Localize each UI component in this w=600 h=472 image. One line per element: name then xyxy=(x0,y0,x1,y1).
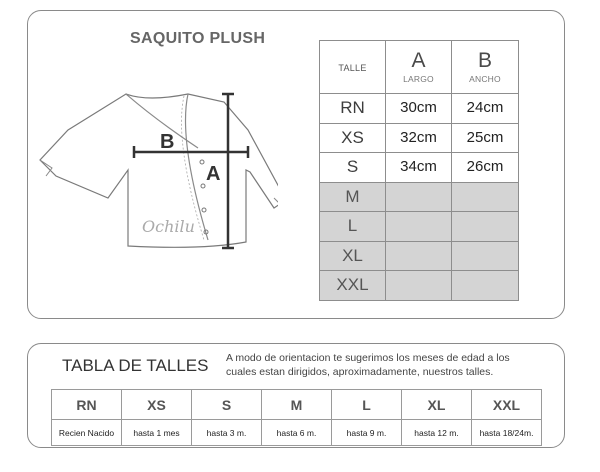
brand-logo: Ochilu xyxy=(142,217,195,236)
row-ancho: 25cm xyxy=(466,128,504,146)
header-ancho: ANCHO xyxy=(469,74,501,84)
row-ancho: 26cm xyxy=(466,158,504,176)
size-cell: RN xyxy=(52,390,122,420)
size-cell: S xyxy=(192,390,262,420)
size-chart-title: TABLA DE TALLES xyxy=(62,356,209,375)
label-a: A xyxy=(206,163,221,185)
label-b: B xyxy=(160,131,175,153)
size-cell: XL xyxy=(402,390,472,420)
row-largo: 32cm xyxy=(400,128,437,146)
header-largo: LARGO xyxy=(403,74,434,84)
row-largo: 30cm xyxy=(400,99,437,117)
size-cell: XXL xyxy=(472,390,542,420)
row-size: L xyxy=(347,216,358,236)
garment-diagram xyxy=(38,90,278,260)
age-row xyxy=(52,420,542,446)
row-largo: 34cm xyxy=(400,158,437,176)
age-cell: hasta 18/24m. xyxy=(472,420,542,446)
age-cell: hasta 1 mes xyxy=(122,420,192,446)
size-cell: M xyxy=(262,390,332,420)
table-row xyxy=(320,182,519,212)
product-title: SAQUITO PLUSH xyxy=(130,30,266,47)
table-row xyxy=(320,153,519,183)
row-size: XS xyxy=(341,127,364,147)
age-cell: Recien Nacido xyxy=(52,420,122,446)
row-size: M xyxy=(345,186,360,206)
row-ancho: 24cm xyxy=(466,99,504,117)
size-chart-description: A modo de orientacion te sugerimos los meses de edad a los cuales estan dirigidos, aproximadamente, nuestros talles. xyxy=(226,352,510,378)
age-size-table xyxy=(51,389,542,446)
size-cell: XS xyxy=(122,390,192,420)
table-row xyxy=(320,241,519,271)
measurement-table xyxy=(319,40,519,301)
age-cell: hasta 6 m. xyxy=(262,420,332,446)
measurement-table-header xyxy=(320,41,519,94)
row-size: XXL xyxy=(336,275,369,295)
table-row xyxy=(320,212,519,242)
age-cell: hasta 9 m. xyxy=(332,420,402,446)
size-row xyxy=(52,390,542,420)
header-talle: TALLE xyxy=(338,63,367,73)
size-cell: L xyxy=(332,390,402,420)
table-row xyxy=(320,94,519,124)
age-cell: hasta 12 m. xyxy=(402,420,472,446)
row-size: RN xyxy=(340,98,365,118)
header-a-letter: A xyxy=(411,49,426,72)
table-row xyxy=(320,123,519,153)
row-size: S xyxy=(346,157,359,177)
age-cell: hasta 3 m. xyxy=(192,420,262,446)
header-b-letter: B xyxy=(477,49,492,72)
row-size: XL xyxy=(342,245,363,265)
table-row xyxy=(320,271,519,301)
